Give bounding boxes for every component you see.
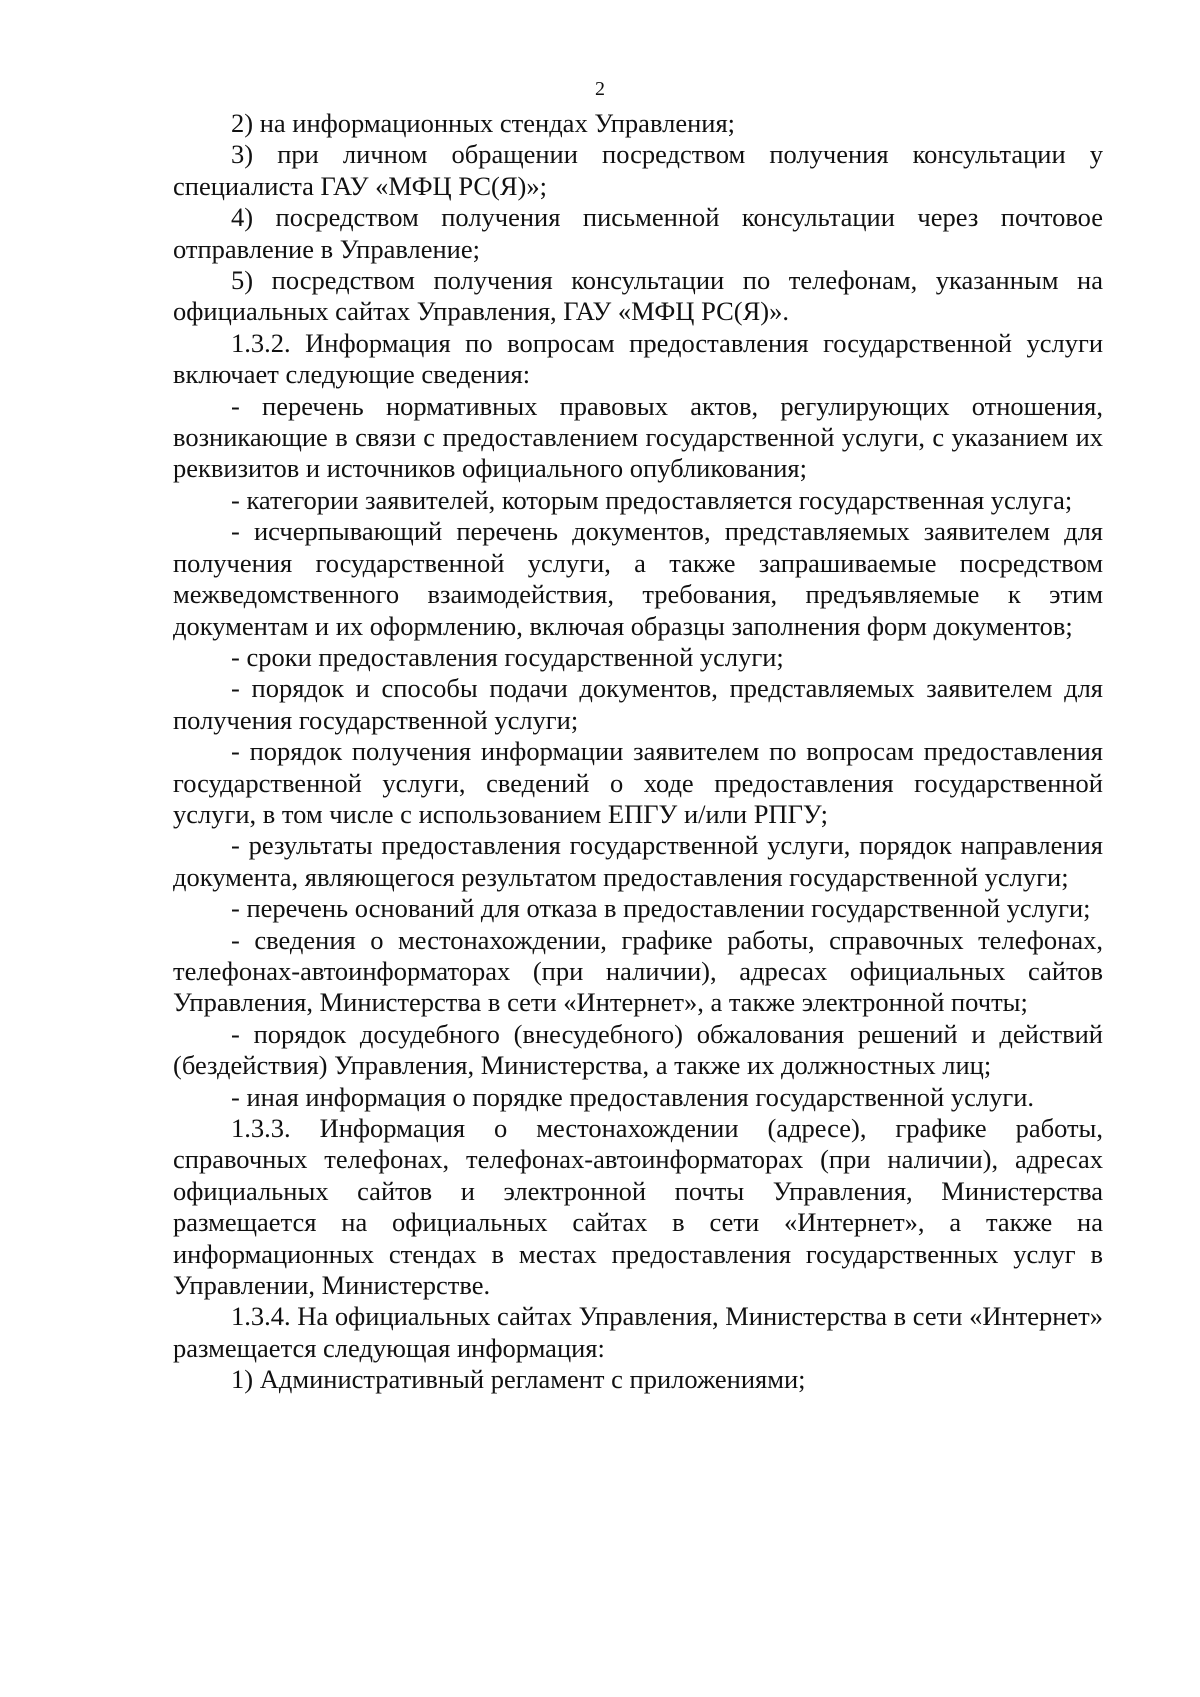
paragraph: 2) на информационных стендах Управления; [231, 108, 736, 138]
document-body [173, 108, 1103, 1396]
paragraph: - категории заявителей, которым предоставляется государственная услуга; [231, 484, 1073, 515]
page-number: 2 [595, 78, 605, 100]
paragraph: - сведения о местонахождении, графике работы, справочных телефонах, телефонах-автоинформаторах (при наличии), адресах официальных сайтов Управления, Министерства в сети «Интернет», а также электронной почты; [173, 924, 1103, 1018]
paragraph: - иная информация о порядке предоставления государственной услуги. [231, 1081, 1035, 1112]
paragraph: 1.3.3. Информация о местонахождении (адресе), графике работы, справочных телефонах, телефонах-автоинформаторах (при наличии), адресах официальных сайтов и электронной почты Управления, Министерства размещается на официальных сайтах в сети «Интернет», а также на информационных стендах в местах предоставления государственных услуг в Управлении, Министерстве. [173, 1113, 1103, 1301]
paragraph: 5) посредством получения консультации по телефонам, указанным на официальных сайтах Управления, ГАУ «МФЦ РС(Я)». [173, 265, 1103, 327]
paragraph: 1) Административный регламент с приложениями; [231, 1364, 806, 1395]
paragraph: - порядок и способы подачи документов, представляемых заявителем для получения государственной услуги; [173, 673, 1103, 735]
paragraph: - сроки предоставления государственной услуги; [231, 641, 784, 672]
paragraph: - перечень нормативных правовых актов, регулирующих отношения, возникающие в связи с предоставлением государственной услуги, с указанием их реквизитов и источников официального опубликования; [173, 390, 1103, 484]
paragraph: 1.3.4. На официальных сайтах Управления, Министерства в сети «Интернет» размещается следующая информация: [173, 1301, 1103, 1363]
paragraph: 4) посредством получения письменной консультации через почтовое отправление в Управление; [173, 202, 1103, 264]
paragraph: - порядок досудебного (внесудебного) обжалования решений и действий (бездействия) Управления, Министерства, а также их должностных лиц; [173, 1018, 1103, 1081]
paragraph: - результаты предоставления государственной услуги, порядок направления документа, являющегося результатом предоставления государственной услуги; [173, 830, 1103, 892]
paragraph: 1.3.2. Информация по вопросам предоставления государственной услуги включает следующие сведения: [173, 327, 1103, 390]
paragraph: - порядок получения информации заявителем по вопросам предоставления государственной услуги, сведений о ходе предоставления государственной услуги, в том числе с использованием ЕПГУ и/или РПГУ; [173, 736, 1103, 829]
paragraph: - перечень оснований для отказа в предоставлении государственной услуги; [231, 893, 1091, 924]
paragraph: - исчерпывающий перечень документов, представляемых заявителем для получения государственной услуги, а также запрашиваемые посредством межведомственного взаимодействия, требования, предъявляемые к этим документам и их оформлению, включая образцы заполнения форм документов; [173, 516, 1103, 641]
paragraph: 3) при личном обращении посредством получения консультации у специалиста ГАУ «МФЦ РС(Я)»; [173, 139, 1103, 201]
